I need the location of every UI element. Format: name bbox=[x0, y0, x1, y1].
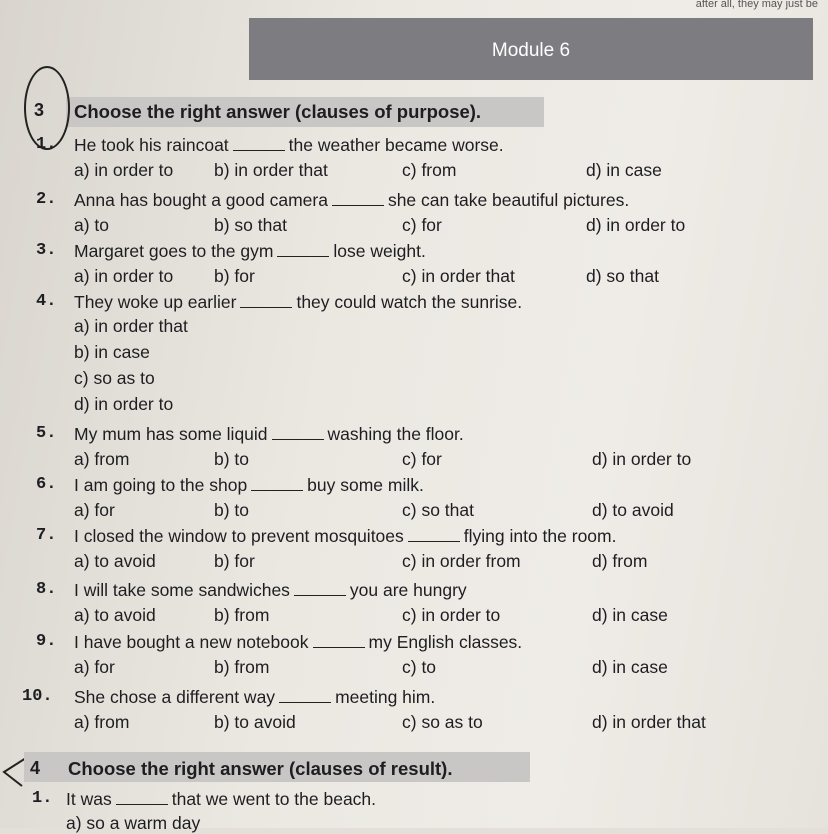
question-number: 5. bbox=[36, 424, 57, 443]
answer-blank[interactable] bbox=[279, 688, 331, 703]
question-ending: you are hungry bbox=[349, 580, 467, 600]
question-ending: she can take beautiful pictures. bbox=[387, 190, 630, 210]
answer-blank[interactable] bbox=[408, 527, 460, 542]
question-text bbox=[74, 687, 435, 708]
answer-option: c) from bbox=[402, 160, 457, 180]
question-ending: meeting him. bbox=[335, 687, 436, 707]
question-stem: It was bbox=[66, 789, 112, 809]
question-number: 4. bbox=[36, 292, 57, 311]
module-banner bbox=[249, 18, 813, 80]
question-ending: that we went to the beach. bbox=[171, 789, 377, 809]
answer-option: c) so as to bbox=[74, 368, 155, 388]
question-text bbox=[74, 424, 464, 445]
section4-number: 4 bbox=[30, 758, 41, 778]
answer-option: b) to bbox=[214, 449, 250, 469]
question-text bbox=[74, 292, 522, 313]
answer-option: a) from bbox=[74, 449, 130, 469]
question-ending: flying into the room. bbox=[463, 526, 617, 546]
answer-option: d) in case bbox=[592, 657, 668, 677]
question-ending: buy some milk. bbox=[307, 475, 424, 495]
answer-option: a) for bbox=[74, 657, 115, 677]
answer-option: a) in order to bbox=[74, 160, 174, 180]
module-title: Module 6 bbox=[491, 40, 571, 61]
answer-option: a) in order that bbox=[74, 316, 188, 336]
section3-heading: Choose the right answer (clauses of purpose). bbox=[74, 101, 482, 122]
answer-option: a) to bbox=[74, 215, 110, 235]
answer-option: d) so that bbox=[586, 266, 659, 286]
answer-option: a) to avoid bbox=[74, 605, 156, 625]
answer-option: d) in order to bbox=[592, 449, 692, 469]
question-stem: I have bought a new notebook bbox=[74, 632, 309, 652]
answer-option: d) from bbox=[592, 551, 648, 571]
answer-option: d) in case bbox=[592, 605, 668, 625]
question-number: 10. bbox=[22, 687, 53, 706]
answer-blank[interactable] bbox=[294, 581, 346, 596]
answer-option: b) from bbox=[214, 605, 270, 625]
answer-option: c) for bbox=[402, 449, 442, 469]
question-stem: I closed the window to prevent mosquitoes bbox=[74, 526, 404, 546]
question-number: 1. bbox=[32, 789, 53, 808]
question-stem: She chose a different way bbox=[74, 687, 276, 707]
answer-option: b) to avoid bbox=[214, 712, 296, 732]
answer-option: a) from bbox=[74, 712, 130, 732]
question-text bbox=[74, 632, 522, 653]
answer-option: d) in order to bbox=[74, 394, 174, 414]
answer-blank[interactable] bbox=[240, 293, 292, 308]
answer-blank[interactable] bbox=[233, 136, 285, 151]
answer-blank[interactable] bbox=[116, 790, 168, 805]
answer-option: d) in order to bbox=[586, 215, 686, 235]
question-stem: Margaret goes to the gym bbox=[74, 241, 274, 261]
question-text bbox=[74, 580, 467, 601]
question-number: 2. bbox=[36, 190, 57, 209]
question-ending: washing the floor. bbox=[327, 424, 464, 444]
answer-option: c) for bbox=[402, 215, 442, 235]
question-text bbox=[74, 526, 616, 547]
question-ending: they could watch the sunrise. bbox=[296, 292, 523, 312]
question-text bbox=[66, 789, 376, 810]
answer-option: b) for bbox=[214, 266, 255, 286]
question-text bbox=[74, 241, 426, 262]
answer-option: c) so as to bbox=[402, 712, 483, 732]
answer-option: c) in order from bbox=[402, 551, 521, 571]
question-text bbox=[74, 190, 629, 211]
answer-option: c) to bbox=[402, 657, 437, 677]
question-stem: I am going to the shop bbox=[74, 475, 248, 495]
question-stem: Anna has bought a good camera bbox=[74, 190, 328, 210]
answer-option: b) from bbox=[214, 657, 270, 677]
question-number: 6. bbox=[36, 475, 57, 494]
question-ending: lose weight. bbox=[333, 241, 426, 261]
question-stem: They woke up earlier bbox=[74, 292, 237, 312]
question-number: 9. bbox=[36, 632, 57, 651]
answer-option: a) to avoid bbox=[74, 551, 156, 571]
answer-option: b) so that bbox=[214, 215, 287, 235]
answer-option: b) for bbox=[214, 551, 255, 571]
answer-option: c) so that bbox=[402, 500, 474, 520]
question-stem: I will take some sandwiches bbox=[74, 580, 290, 600]
answer-option: d) in case bbox=[586, 160, 662, 180]
question-ending: my English classes. bbox=[368, 632, 523, 652]
answer-option: c) in order that bbox=[402, 266, 515, 286]
question-ending: the weather became worse. bbox=[288, 135, 504, 155]
answer-option: a) in order to bbox=[74, 266, 174, 286]
question-number: 7. bbox=[36, 526, 57, 545]
answer-blank[interactable] bbox=[277, 242, 329, 257]
answer-blank[interactable] bbox=[313, 633, 365, 648]
answer-option: b) in order that bbox=[214, 160, 328, 180]
question-text bbox=[74, 135, 504, 156]
answer-blank[interactable] bbox=[332, 191, 384, 206]
section4-heading: Choose the right answer (clauses of result). bbox=[68, 758, 453, 779]
question-number: 1. bbox=[36, 135, 57, 154]
answer-option: d) in order that bbox=[592, 712, 706, 732]
answer-option: b) to bbox=[214, 500, 250, 520]
section3-number: 3 bbox=[34, 100, 45, 120]
answer-option: b) in case bbox=[74, 342, 150, 362]
answer-blank[interactable] bbox=[272, 425, 324, 440]
answer-option: c) in order to bbox=[402, 605, 501, 625]
question-text bbox=[74, 475, 424, 496]
answer-option: d) to avoid bbox=[592, 500, 674, 520]
question-stem: He took his raincoat bbox=[74, 135, 229, 155]
answer-option: a) so a warm day bbox=[66, 813, 201, 833]
question-number: 8. bbox=[36, 580, 57, 599]
question-stem: My mum has some liquid bbox=[74, 424, 268, 444]
question-number: 3. bbox=[36, 241, 57, 260]
answer-blank[interactable] bbox=[251, 476, 303, 491]
answer-option: a) for bbox=[74, 500, 115, 520]
top-note: after all, they may just be bbox=[695, 0, 818, 10]
